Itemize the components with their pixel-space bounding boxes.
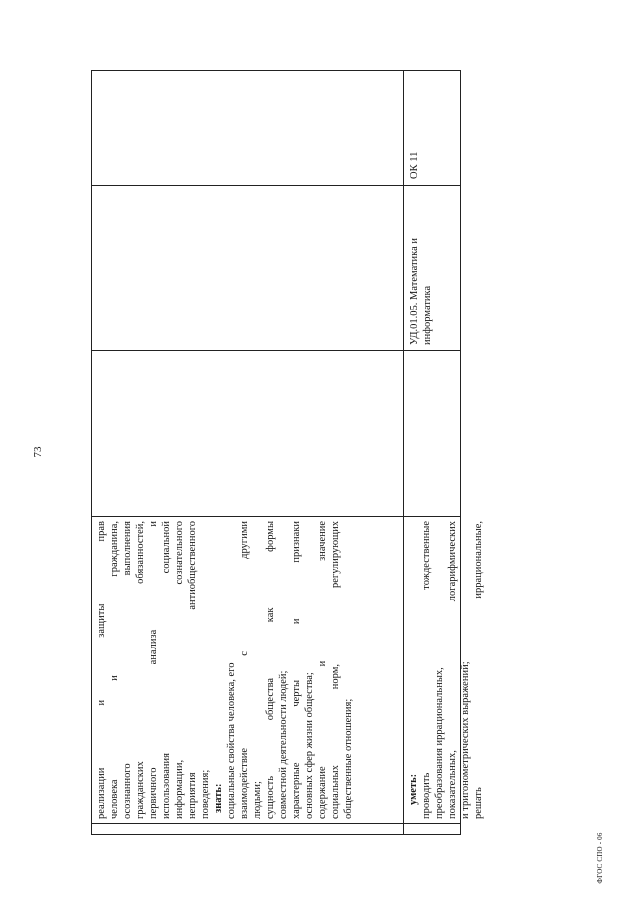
discipline-cell: УД.01.05. Математика и информатика (404, 185, 460, 350)
text-line: неприятия антиобщественного (187, 521, 198, 819)
table-row (92, 71, 403, 834)
table-cell-empty (404, 823, 460, 834)
table-cell-skills (404, 516, 484, 823)
competence-table (91, 70, 484, 835)
text-line: характерные черты и признаки (291, 521, 302, 819)
text-line: общественные отношения; (343, 698, 354, 819)
text-line: преобразования иррациональных, (434, 667, 445, 819)
text-line: социальных норм, регулирующих (330, 521, 341, 819)
table-cell-empty (404, 350, 460, 516)
page-number: 73 (32, 446, 44, 458)
table-cell-empty (92, 71, 403, 185)
table-cell-knowledge (92, 516, 403, 823)
text-line: социальные свойства человека, его (226, 662, 237, 819)
text-line: информации, сознательного (174, 521, 185, 819)
text-line: основных сфер жизни общества; (304, 672, 315, 819)
text-line: совместной деятельности людей; (278, 670, 289, 819)
text-line: первичного анализа и (148, 521, 159, 819)
text-line: и тригонометрических выражений; (460, 661, 471, 819)
text-line: взаимодействие с другими (239, 521, 250, 819)
text-line: людьми; (252, 781, 263, 819)
competence-cell: ОК 11 (409, 151, 420, 179)
text-line: поведения; (200, 769, 211, 819)
table-cell-empty (92, 350, 403, 516)
text-line: человека и гражданина, (109, 521, 120, 819)
text-line: реализации и защиты прав (96, 521, 107, 819)
table-rotated-body (91, 70, 484, 835)
text-line: гражданских обязанностей, (135, 521, 146, 819)
footer-label: ФГОС СПО - 06 (596, 832, 604, 884)
text-line: проводить тождественные (421, 521, 432, 819)
text-line: использования социальной (161, 521, 172, 819)
know-heading: знать: (213, 783, 224, 813)
table-cell-empty (92, 823, 403, 834)
text-line: показательных, логарифмических (447, 521, 458, 819)
table-cell-empty (92, 185, 403, 350)
text-line: решать иррациональные, (473, 521, 484, 819)
text-line: содержание и значение (317, 521, 328, 819)
text-line: осознанного выполнения (122, 521, 133, 819)
skill-heading: уметь: (408, 773, 419, 805)
text-line: сущность общества как формы (265, 521, 276, 819)
table-row (403, 71, 484, 834)
